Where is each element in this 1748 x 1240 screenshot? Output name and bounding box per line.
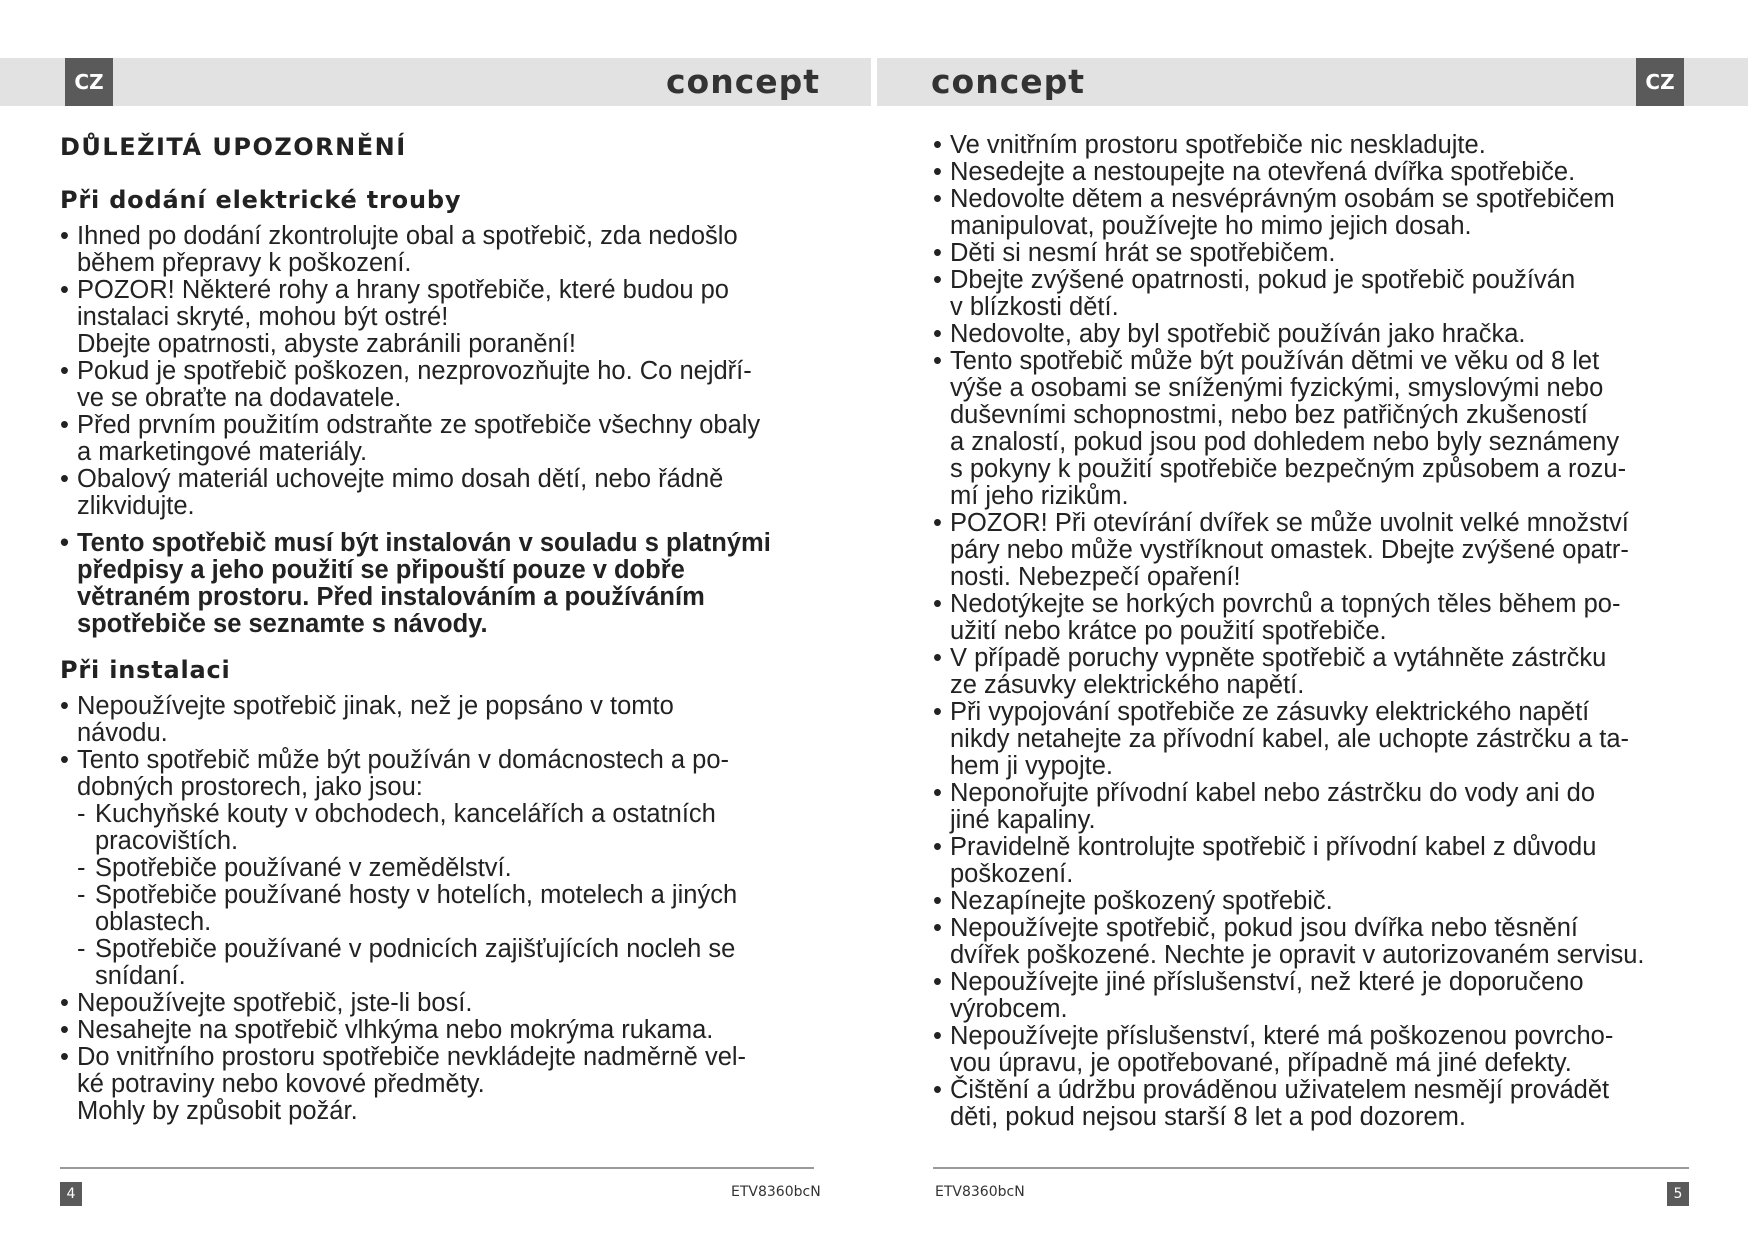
text-line: • V případě poruchy vypněte spotřebič a vytáhněte zástrčku <box>950 644 1607 672</box>
text-line: mí jeho rizikům. <box>950 482 1129 510</box>
text-line: - Spotřebiče používané v podnicích zajišťujících nocleh se <box>95 935 736 963</box>
text-line: • Čištění a údržbu prováděnou uživatelem nesmějí provádět <box>950 1076 1610 1104</box>
list-item <box>933 780 1693 834</box>
text-line: pracovištích. <box>95 827 239 855</box>
text-line: páry nebo může vystříknout omastek. Dbejte zvýšené opatr- <box>950 536 1629 564</box>
text-line: • Pokud je spotřebič poškozen, nezprovozňujte ho. Co nejdří- <box>77 357 752 385</box>
text-line: vou úpravu, je opotřebované, případně má jiné defekty. <box>950 1049 1572 1077</box>
text-line: nosti. Nebezpečí opaření! <box>950 563 1241 591</box>
list-item <box>60 747 820 990</box>
text-line: • Pravidelně kontrolujte spotřebič i přívodní kabel z důvodu <box>950 833 1597 861</box>
list-item <box>933 186 1693 240</box>
text-line: hem ji vypojte. <box>950 752 1113 780</box>
list-item <box>60 1044 820 1125</box>
text-line: - Spotřebiče používané v zemědělství. <box>95 854 512 882</box>
text-line: jiné kapaliny. <box>950 806 1096 834</box>
page-number-left: 4 <box>60 1182 82 1206</box>
list-item <box>933 159 1693 186</box>
text-line: Mohly by způsobit požár. <box>77 1097 358 1125</box>
text-line: • POZOR! Při otevírání dvířek se může uvolnit velké množství <box>950 509 1629 537</box>
sub-list-item <box>77 855 820 882</box>
text-line: oblastech. <box>95 908 212 936</box>
text-line: • Nepoužívejte spotřebič, pokud jsou dvířka nebo těsnění <box>950 914 1578 942</box>
text-line: užití nebo krátce po použití spotřebiče. <box>950 617 1387 645</box>
list-item <box>933 348 1693 510</box>
text-line: duševními schopnostmi, nebo bez patřičných zkušeností <box>950 401 1588 429</box>
list-item <box>933 591 1693 645</box>
list-item <box>933 699 1693 780</box>
list-item <box>933 132 1693 159</box>
text-line: výše a osobami se sníženými fyzickými, smyslovými nebo <box>950 374 1604 402</box>
text-line: a znalostí, pokud jsou pod dohledem nebo byly seznámeny <box>950 428 1620 456</box>
text-line: návodu. <box>77 719 168 747</box>
sub-list-item <box>77 936 820 990</box>
list-item <box>933 645 1693 699</box>
text-line: • Nepoužívejte příslušenství, které má poškozenou povrcho- <box>950 1022 1614 1050</box>
list-item <box>60 223 820 277</box>
text-line: • Tento spotřebič může být používán dětmi ve věku od 8 let <box>950 347 1600 375</box>
text-line: Dbejte opatrnosti, abyste zabránili poranění! <box>77 330 576 358</box>
list-item <box>60 1017 820 1044</box>
text-line: • Do vnitřního prostoru spotřebiče nevkládejte nadměrně vel- <box>77 1043 747 1071</box>
list-item <box>933 1077 1693 1131</box>
footer-rule-left <box>60 1167 814 1169</box>
text-line: s pokyny k použití spotřebiče bezpečným způsobem a rozu- <box>950 455 1627 483</box>
list-item <box>933 240 1693 267</box>
text-line: • Nesahejte na spotřebič vlhkýma nebo mokrýma rukama. <box>77 1016 714 1044</box>
list-item <box>933 267 1693 321</box>
text-line: ve se obraťte na dodavatele. <box>77 384 402 412</box>
text-line: • Nepoužívejte spotřebič jinak, než je popsáno v tomto <box>77 692 674 720</box>
important-notice-item <box>60 530 820 638</box>
text-line: a marketingové materiály. <box>77 438 368 466</box>
brand-logo-right: concept <box>931 62 1086 101</box>
text-line: • Nedovolte, aby byl spotřebič používán jako hračka. <box>950 320 1526 348</box>
page-number-right: 5 <box>1667 1182 1689 1206</box>
sub-list-item <box>77 882 820 936</box>
text-line: • Tento spotřebič může být používán v domácnostech a po- <box>77 746 730 774</box>
text-line: • Tento spotřebič musí být instalován v souladu s platnými <box>77 529 771 557</box>
list-item <box>933 321 1693 348</box>
text-line: • Dbejte zvýšené opatrnosti, pokud je spotřebič používán <box>950 266 1576 294</box>
safety-list <box>933 132 1693 1131</box>
installation-list <box>60 693 820 1125</box>
text-line: spotřebiče se seznamte s návody. <box>77 610 488 638</box>
text-line: • Ihned po dodání zkontrolujte obal a spotřebič, zda nedošlo <box>77 222 738 250</box>
text-line: během přepravy k poškození. <box>77 249 412 277</box>
brand-logo-left: concept <box>666 62 821 101</box>
text-line: - Spotřebiče používané hosty v hotelích, motelech a jiných <box>95 881 738 909</box>
language-badge-right: CZ <box>1636 58 1684 106</box>
text-line: instalaci skryté, mohou být ostré! <box>77 303 449 331</box>
text-line: snídaní. <box>95 962 186 990</box>
text-line: • Před prvním použitím odstraňte ze spotřebiče všechny obaly <box>77 411 761 439</box>
list-item <box>60 693 820 747</box>
text-line: • Ve vnitřním prostoru spotřebiče nic neskladujte. <box>950 131 1486 159</box>
page-title: DŮLEŽITÁ UPOZORNĚNÍ <box>60 133 407 161</box>
list-item <box>933 834 1693 888</box>
list-item <box>60 466 820 520</box>
text-line: poškození. <box>950 860 1074 888</box>
text-line: - Kuchyňské kouty v obchodech, kancelářích a ostatních <box>95 800 716 828</box>
text-line: zlikvidujte. <box>77 492 195 520</box>
text-line: manipulovat, používejte ho mimo jejich dosah. <box>950 212 1472 240</box>
text-line: • Obalový materiál uchovejte mimo dosah dětí, nebo řádně <box>77 465 724 493</box>
right-page-content <box>933 132 1693 1131</box>
text-line: ké potraviny nebo kovové předměty. <box>77 1070 485 1098</box>
section-heading-installation: Při instalaci <box>60 656 231 684</box>
text-line: děti, pokud nejsou starší 8 let a pod dozorem. <box>950 1103 1466 1131</box>
text-line: • Nezapínejte poškozený spotřebič. <box>950 887 1333 915</box>
list-item <box>60 358 820 412</box>
text-line: nikdy netahejte za přívodní kabel, ale uchopte zástrčku a ta- <box>950 725 1629 753</box>
list-item <box>933 1023 1693 1077</box>
language-badge-left: CZ <box>65 58 113 106</box>
text-line: ze zásuvky elektrického napětí. <box>950 671 1305 699</box>
list-item <box>933 888 1693 915</box>
list-item <box>60 412 820 466</box>
text-line: • POZOR! Některé rohy a hrany spotřebiče, které budou po <box>77 276 729 304</box>
list-item <box>60 277 820 358</box>
text-line: • Děti si nesmí hrát se spotřebičem. <box>950 239 1336 267</box>
footer-rule-right <box>933 1167 1689 1169</box>
text-line: • Nedovolte dětem a nesvéprávným osobám se spotřebičem <box>950 185 1615 213</box>
delivery-list <box>60 223 820 638</box>
text-line: dvířek poškozené. Nechte je opravit v autorizovaném servisu. <box>950 941 1645 969</box>
text-line: • Nedotýkejte se horkých povrchů a topných těles během po- <box>950 590 1621 618</box>
text-line: předpisy a jeho použití se připouští pouze v dobře <box>77 556 685 584</box>
text-line: větraném prostoru. Před instalováním a používáním <box>77 583 705 611</box>
text-line: výrobcem. <box>950 995 1068 1023</box>
section-heading-delivery: Při dodání elektrické trouby <box>60 186 462 214</box>
text-line: dobných prostorech, jako jsou: <box>77 773 423 801</box>
text-line: v blízkosti dětí. <box>950 293 1119 321</box>
list-item <box>933 915 1693 969</box>
text-line: • Nepoužívejte spotřebič, jste-li bosí. <box>77 989 473 1017</box>
left-page-content <box>60 132 820 1125</box>
list-item <box>933 969 1693 1023</box>
sub-list <box>77 801 820 990</box>
model-number-right: ETV8360bcN <box>935 1184 1025 1200</box>
text-line: • Při vypojování spotřebiče ze zásuvky elektrického napětí <box>950 698 1590 726</box>
sub-list-item <box>77 801 820 855</box>
text-line: • Neponořujte přívodní kabel nebo zástrčku do vody ani do <box>950 779 1595 807</box>
text-line: • Nesedejte a nestoupejte na otevřená dvířka spotřebiče. <box>950 158 1576 186</box>
text-line: • Nepoužívejte jiné příslušenství, než které je doporučeno <box>950 968 1584 996</box>
model-number-left: ETV8360bcN <box>731 1184 821 1200</box>
list-item <box>933 510 1693 591</box>
list-item <box>60 990 820 1017</box>
